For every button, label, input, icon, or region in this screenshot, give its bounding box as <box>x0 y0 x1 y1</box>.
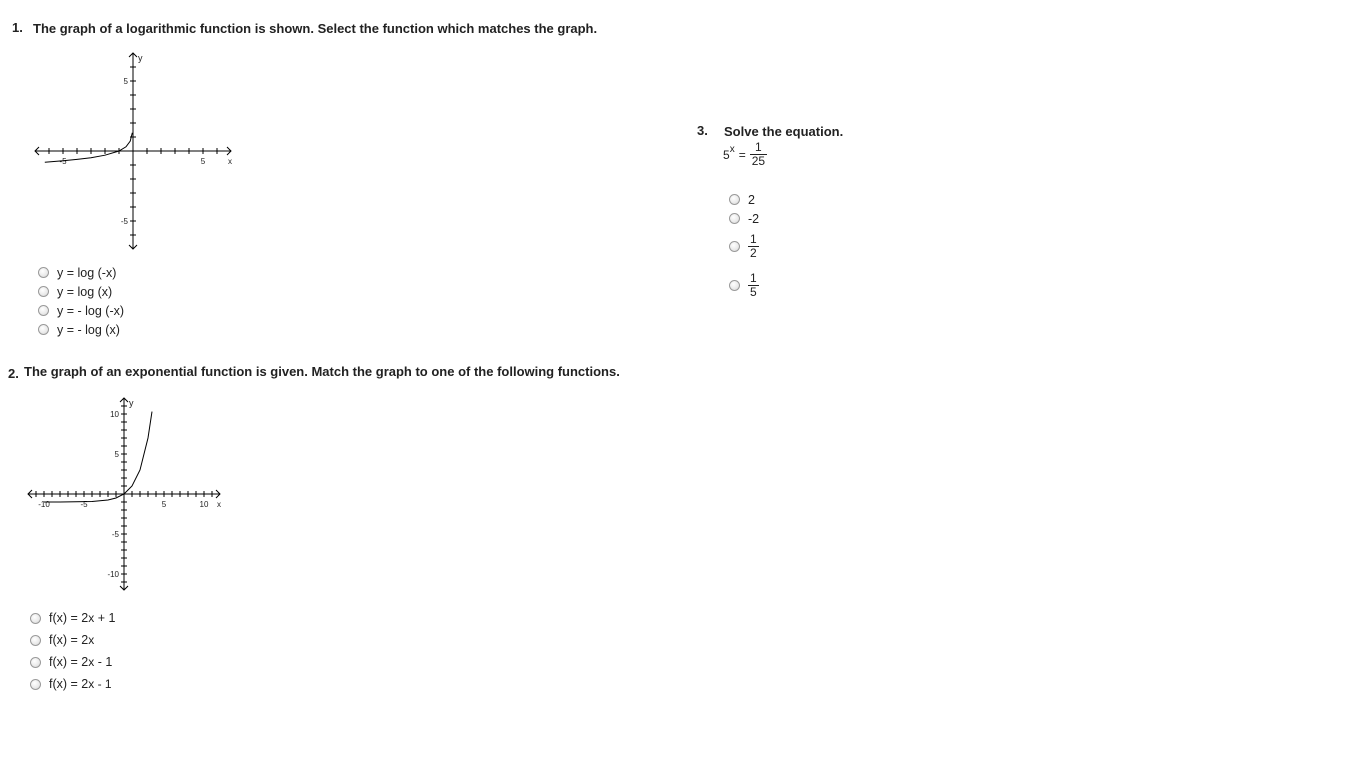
x-tick-label: 5 <box>161 500 167 509</box>
q3-option-1[interactable] <box>729 190 759 209</box>
q3-option-2-label: -2 <box>748 211 760 226</box>
x-tick-label: 10 <box>199 500 209 509</box>
y-tick-label: -5 <box>120 217 128 226</box>
question-3-number: 3. <box>697 123 708 138</box>
q2-option-3-base: f(x) = 2 <box>49 655 89 669</box>
q2-option-2-base: f(x) = 2 <box>49 633 89 647</box>
q2-option-2-radio[interactable] <box>30 635 41 646</box>
question-1-number: 1. <box>12 20 23 35</box>
q2-option-1-radio[interactable] <box>30 613 41 624</box>
q3-option-4-radio[interactable] <box>729 280 740 291</box>
q2-option-1-tail: + 1 <box>94 611 116 625</box>
q3-option-2-radio[interactable] <box>729 213 740 224</box>
equation-base: 5 <box>723 147 730 162</box>
q2-option-1-exp: x <box>88 611 95 625</box>
q1-option-1-label: y = log (-x) <box>57 265 117 280</box>
q2-option-3[interactable] <box>30 651 115 673</box>
q2-option-1-base: f(x) = 2 <box>49 611 89 625</box>
q3-option-4-fraction <box>748 272 759 299</box>
question-3-options <box>729 190 759 301</box>
q1-option-3-label: y = - log (-x) <box>57 303 125 318</box>
x-axis-label: x <box>228 157 232 166</box>
q1-option-2-label: y = log (x) <box>57 284 113 299</box>
equation-denominator: 25 <box>751 154 766 168</box>
q3-option-4[interactable] <box>729 269 759 301</box>
x-tick-label: -5 <box>59 157 67 166</box>
y-tick-label: 10 <box>110 410 119 419</box>
y-axis-label: y <box>129 398 134 408</box>
q2-option-4[interactable] <box>30 673 115 695</box>
question-3-prompt: Solve the equation. <box>724 124 844 139</box>
equation-numerator: 1 <box>755 140 762 154</box>
q2-option-3-exp: x <box>88 655 95 669</box>
q3-option-4-denominator: 5 <box>750 284 757 299</box>
q3-option-3[interactable] <box>729 230 759 262</box>
q2-option-2-exp: x <box>88 633 95 647</box>
y-tick-label: -10 <box>107 570 119 579</box>
question-2-prompt: The graph of an exponential function is given. Match the graph to one of the following functions. <box>24 364 620 379</box>
q1-option-4-label: y = - log (x) <box>57 322 120 337</box>
q2-option-4-base: f(x) = 2 <box>49 677 89 691</box>
q3-option-3-radio[interactable] <box>729 241 740 252</box>
q2-option-3-tail: - 1 <box>94 655 113 669</box>
y-tick-label: 5 <box>114 450 119 459</box>
question-3-equation <box>723 141 767 168</box>
q3-option-2[interactable] <box>729 209 759 228</box>
q2-option-1[interactable] <box>30 607 115 629</box>
y-tick-label: 5 <box>123 77 128 86</box>
graph-2 <box>0 0 260 620</box>
equation-equals: = <box>738 147 746 162</box>
q2-option-2[interactable] <box>30 629 115 651</box>
graph-2-curve <box>44 412 152 502</box>
equation-fraction <box>750 141 767 168</box>
x-tick-label: -5 <box>80 500 88 509</box>
question-2-options <box>30 607 115 695</box>
q3-option-1-label: 2 <box>748 192 755 207</box>
q3-option-3-numerator: 1 <box>750 231 757 246</box>
y-axis-label: y <box>138 53 143 63</box>
q3-option-3-fraction <box>748 233 759 260</box>
x-tick-label: 5 <box>200 157 206 166</box>
equation-exponent: x <box>729 144 735 155</box>
q3-option-1-radio[interactable] <box>729 194 740 205</box>
y-tick-label: -5 <box>111 530 119 539</box>
x-axis-label: x <box>217 500 221 509</box>
question-2-number: 2. <box>8 366 19 381</box>
q2-option-3-radio[interactable] <box>30 657 41 668</box>
q2-option-4-exp: x - 1 <box>88 677 112 691</box>
question-1-prompt: The graph of a logarithmic function is shown. Select the function which matches the graph. <box>33 21 598 36</box>
x-tick-label: -10 <box>38 500 50 509</box>
q3-option-4-numerator: 1 <box>750 270 757 285</box>
q2-option-4-radio[interactable] <box>30 679 41 690</box>
q3-option-3-denominator: 2 <box>750 245 757 260</box>
